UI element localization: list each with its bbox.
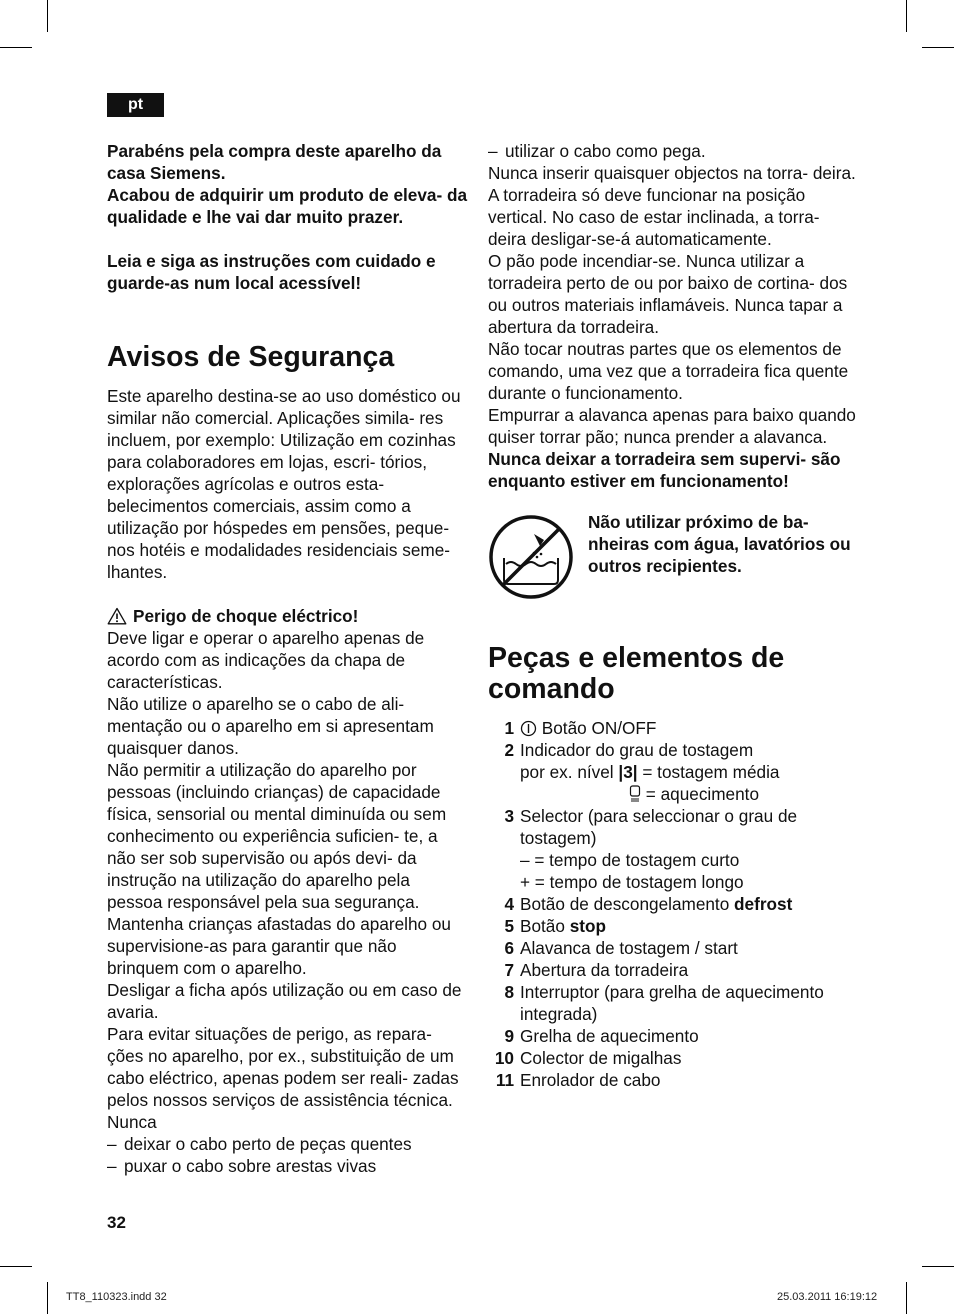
electric-shock-warning-title bbox=[107, 605, 469, 627]
safety-supervision: Nunca deixar a torradeira sem supervi- são enquanto estiver em funcionamento! bbox=[488, 449, 841, 491]
dash-item: – utilizar o cabo como pega. bbox=[488, 141, 706, 161]
safety-repairs: Para evitar situações de perigo, as repara- ções no aparelho, por ex., substituição de um cabo eléctrico, apenas podem ser reali- zadas pelos nossos serviços de assistência técnica. bbox=[107, 1024, 459, 1110]
intro-read-instructions: Leia e siga as instruções com cuidado e guarde-as num local acessível! bbox=[107, 251, 436, 293]
parts-list bbox=[488, 717, 860, 1091]
crop-mark bbox=[922, 1266, 954, 1267]
list-item: 4 Botão de descongelamento defrost bbox=[504, 894, 793, 914]
safety-persons: Não permitir a utilização do aparelho por pessoas (incluindo crianças) de capacidade física, sensorial ou mental diminuída ou sem conhecimento ou experiência suficien- te, a não ser sob supervisão ou após devi- da instrução na utilização do aparelho pela pessoa responsável pela sua segurança. bbox=[107, 760, 447, 912]
safety-unplug: Desligar a ficha após utilização ou em caso de avaria. bbox=[107, 980, 462, 1022]
dash-item: – deixar o cabo perto de peças quentes bbox=[107, 1134, 412, 1154]
power-icon bbox=[520, 720, 537, 737]
safety-intro: Este aparelho destina-se ao uso doméstico ou similar não comercial. Aplicações simila- res incluem, por exemplo: Utilização em cozinhas para colaboradores em lojas, escri- tórios, explorações agrícolas e outros esta- belecimentos comerciais, assim como a utilização por hóspedes em pensões, peque- nos hotéis e modalidades residenciais seme- lhantes. bbox=[107, 386, 461, 582]
list-item: 9 Grelha de aquecimento bbox=[504, 1026, 699, 1046]
crop-mark bbox=[47, 1282, 48, 1314]
dash-item: – puxar o cabo sobre arestas vivas bbox=[107, 1156, 377, 1176]
right-column bbox=[488, 140, 860, 1091]
crop-mark bbox=[0, 47, 32, 48]
list-item: 8 Interruptor (para grelha de aquecimento integrada) bbox=[504, 982, 824, 1024]
safety-damaged-cable: Não utilize o aparelho se o cabo de ali- mentação ou o aparelho em si apresentam quaisquer danos. bbox=[107, 694, 434, 758]
list-item: 5 Botão stop bbox=[504, 916, 606, 936]
crop-mark bbox=[906, 0, 907, 32]
warning-title-text: Perigo de choque eléctrico! bbox=[133, 606, 359, 626]
safety-children: Mantenha crianças afastadas do aparelho ou supervisione-as para garantir que não brinquem com o aparelho. bbox=[107, 914, 451, 978]
language-tab: pt bbox=[107, 93, 164, 117]
crop-mark bbox=[0, 1266, 32, 1267]
intro-congrats: Parabéns pela compra deste aparelho da casa Siemens. bbox=[107, 141, 442, 183]
list-item: 11 Enrolador de cabo bbox=[495, 1070, 661, 1090]
crop-mark bbox=[906, 1282, 907, 1314]
safety-fire: O pão pode incendiar-se. Nunca utilizar a torradeira perto de ou por baixo de cortina- dos ou outros materiais inflamáveis. Nunca tapar a abertura da torradeira. bbox=[488, 251, 848, 337]
crop-mark bbox=[922, 47, 954, 48]
safety-never: Nunca bbox=[107, 1112, 157, 1132]
safety-vertical: A torradeira só deve funcionar na posição vertical. No caso de estar inclinada, a torra- deira desligar-se-á automaticamente. bbox=[488, 185, 820, 249]
list-item: 6 Alavanca de tostagem / start bbox=[504, 938, 738, 958]
list-item: – = tempo de tostagem curto bbox=[520, 850, 740, 870]
list-item: 3 Selector (para seleccionar o grau de tostagem) bbox=[504, 806, 798, 848]
safety-rating-plate: Deve ligar e operar o aparelho apenas de acordo com as indicações da chapa de características. bbox=[107, 628, 425, 692]
warming-rack-icon bbox=[629, 785, 641, 803]
safety-lever: Empurrar a alavanca apenas para baixo quando quiser torrar pão; nunca prender a alavanca. bbox=[488, 405, 856, 447]
list-item: = aquecimento bbox=[488, 783, 860, 805]
list-item: por ex. nível |3| = tostagem média bbox=[520, 762, 780, 782]
footer-timestamp: 25.03.2011 16:19:12 bbox=[777, 1291, 878, 1303]
safety-no-objects: Nunca inserir quaisquer objectos na torra- deira. bbox=[488, 163, 856, 183]
bath-warning-text: Não utilizar próximo de ba- nheiras com água, lavatórios ou outros recipientes. bbox=[588, 512, 851, 576]
list-item: 10 Colector de migalhas bbox=[494, 1048, 682, 1068]
left-column bbox=[107, 140, 469, 1177]
parts-heading: Peças e elementos de comando bbox=[488, 642, 785, 705]
intro-quality: Acabou de adquirir um produto de eleva- da qualidade e lhe vai dar muito prazer. bbox=[107, 185, 468, 227]
footer-file-name: TT8_110323.indd 32 bbox=[66, 1291, 167, 1303]
bath-warning bbox=[488, 514, 860, 600]
safety-heading: Avisos de Segurança bbox=[107, 341, 395, 373]
list-item: 1 Botão ON/OFF bbox=[504, 718, 657, 738]
list-item: + = tempo de tostagem longo bbox=[520, 872, 744, 892]
safety-hot-parts: Não tocar noutras partes que os elementos de comando, uma vez que a torradeira fica quente durante o funcionamento. bbox=[488, 339, 849, 403]
no-water-icon bbox=[488, 514, 574, 600]
crop-mark bbox=[47, 0, 48, 32]
warning-triangle-icon bbox=[107, 607, 127, 625]
list-item: 2 Indicador do grau de tostagem bbox=[504, 740, 754, 760]
list-item: 7 Abertura da torradeira bbox=[504, 960, 689, 980]
page-number: 32 bbox=[107, 1213, 126, 1232]
